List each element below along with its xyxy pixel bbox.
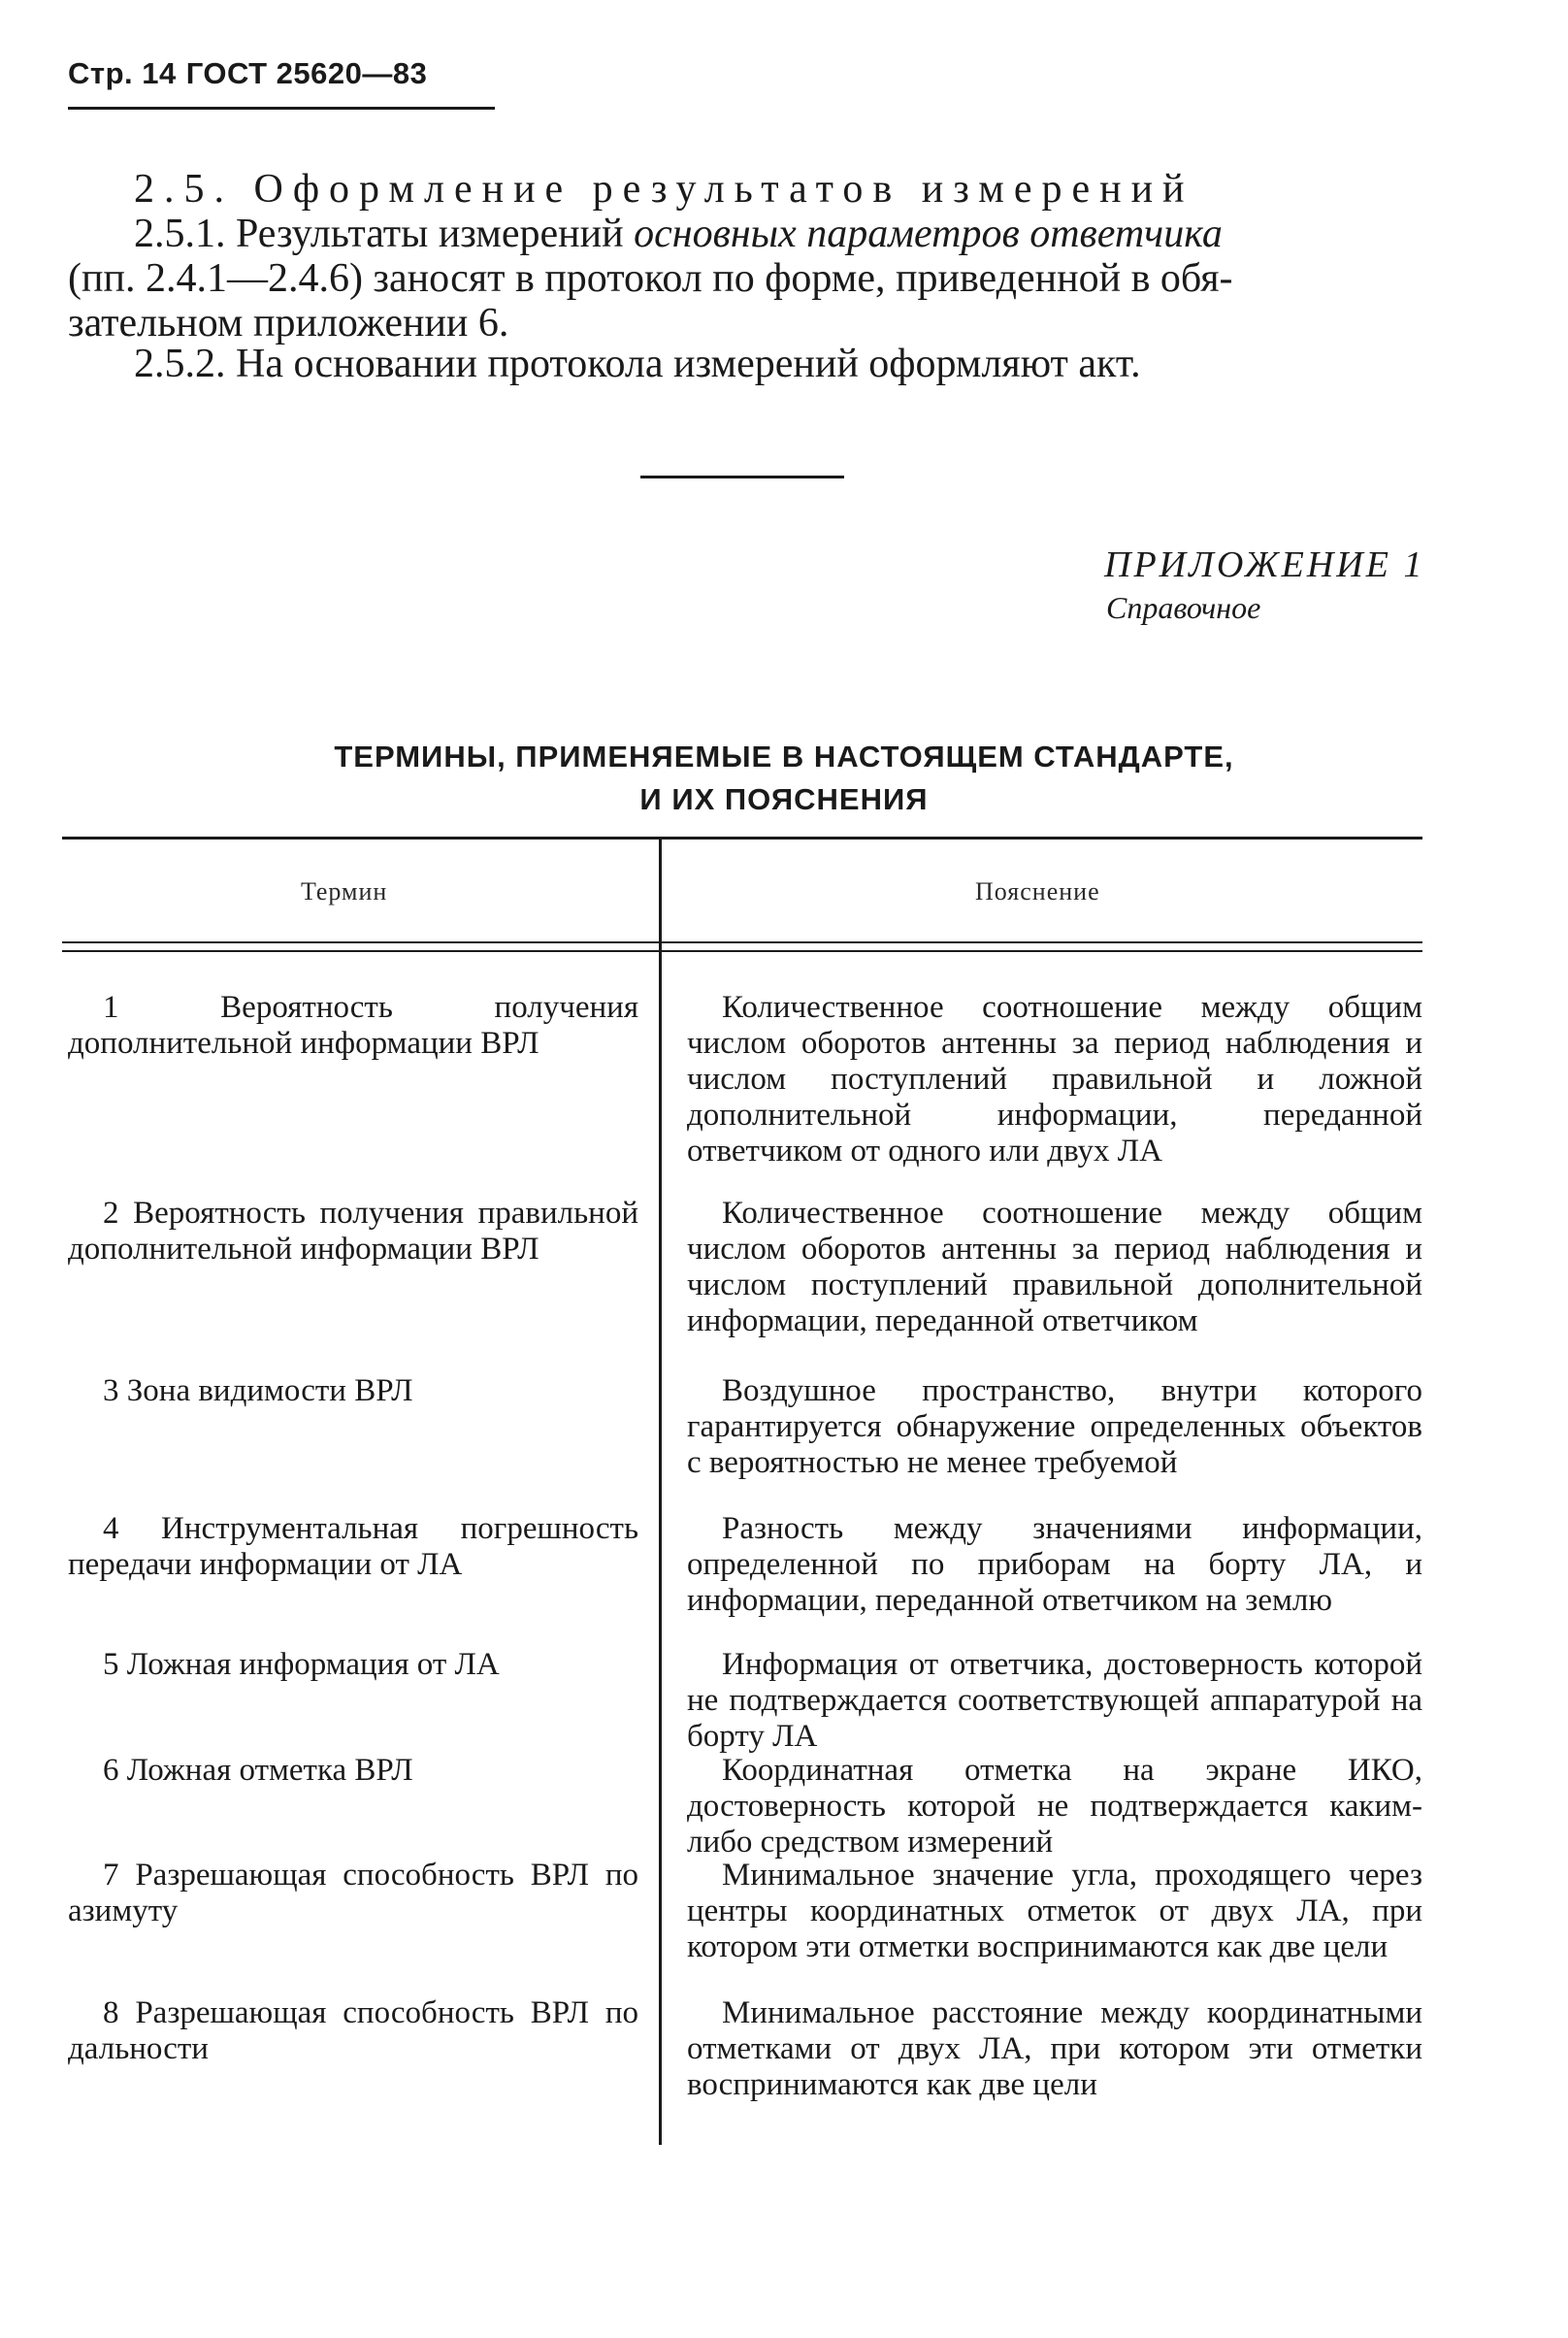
paragraph-2-5-1 (134, 212, 1492, 256)
table-top-rule (62, 837, 1422, 840)
term-cell: 8 Разрешающая способность ВРЛ по дальности (68, 1995, 638, 2066)
term-cell: 7 Разрешающая способность ВРЛ по азимуту (68, 1858, 638, 1928)
explanation-cell: Количественное соотношение между общим числом оборотов антенны за период наблюдения и числом поступлений правильной дополнительной информации, переданной ответчиком (687, 1196, 1422, 1338)
term-cell: 5 Ложная информация от ЛА (103, 1647, 500, 1682)
column-divider (659, 839, 662, 2145)
paragraph-2-5-1-line2: (пп. 2.4.1—2.4.6) заносят в протокол по форме, приведенной в обя- (68, 256, 1233, 301)
term-cell: 2 Вероятность получения правильной дополнительной информации ВРЛ (68, 1196, 638, 1267)
header-rule (68, 107, 495, 110)
section-divider (640, 476, 844, 478)
explanation-cell: Минимальное значение угла, проходящего через центры координатных отметок от двух ЛА, при котором эти отметки воспринимаются как две цели (687, 1858, 1422, 1964)
column-header-term: Термин (301, 877, 388, 906)
explanation-cell: Разность между значениями информации, определенной по приборам на борту ЛА, и информации, переданной ответчиком на землю (687, 1511, 1422, 1618)
explanation-cell: Координатная отметка на экране ИКО, достоверность которой не подтверждается каким-либо средством измерений (687, 1753, 1422, 1860)
table-heading-line2: И ИХ ПОЯСНЕНИЯ (639, 782, 929, 816)
appendix-title: ПРИЛОЖЕНИЕ 1 (1104, 544, 1425, 585)
paragraph-2-5-2: 2.5.2. На основании протокола измерений оформляют акт. (134, 342, 1141, 386)
paragraph-2-5-1-line3: зательном приложении 6. (68, 301, 509, 346)
paragraph-italic: основных параметров ответчика (634, 212, 1223, 256)
appendix-subtitle: Справочное (1106, 590, 1261, 625)
header-rule-2 (62, 950, 1422, 952)
page-number: Стр. 14 (68, 56, 177, 90)
section-title: 2.5. Оформление результатов измерений (134, 167, 1194, 212)
term-cell: 1 Вероятность получения дополнительной информации ВРЛ (68, 990, 638, 1061)
term-cell: 6 Ложная отметка ВРЛ (103, 1753, 413, 1788)
explanation-cell: Количественное соотношение между общим числом оборотов антенны за период наблюдения и числом поступлений правильной и ложной дополнительной информации, переданной ответчиком от одного или двух ЛА (687, 990, 1422, 1169)
column-header-explanation: Пояснение (975, 877, 1100, 906)
explanation-cell: Минимальное расстояние между координатными отметками от двух ЛА, при котором эти отметки воспринимаются как две цели (687, 1995, 1422, 2102)
header-rule-1 (62, 941, 1422, 943)
paragraph-lead: Результаты измерений (236, 212, 624, 256)
paragraph-number: 2.5.1. (134, 212, 226, 256)
explanation-cell: Информация от ответчика, достоверность которой не подтверждается соответствующей аппаратурой на борту ЛА (687, 1647, 1422, 1754)
explanation-cell: Воздушное пространство, внутри которого гарантируется обнаружение определенных объектов с вероятностью не менее требуемой (687, 1373, 1422, 1480)
term-cell: 3 Зона видимости ВРЛ (103, 1373, 413, 1408)
standard-code: ГОСТ 25620—83 (185, 56, 428, 90)
term-cell: 4 Инструментальная погрешность передачи информации от ЛА (68, 1511, 638, 1582)
table-heading-line1: ТЕРМИНЫ, ПРИМЕНЯЕМЫЕ В НАСТОЯЩЕМ СТАНДАРТЕ, (334, 740, 1234, 774)
page-header (68, 56, 427, 91)
